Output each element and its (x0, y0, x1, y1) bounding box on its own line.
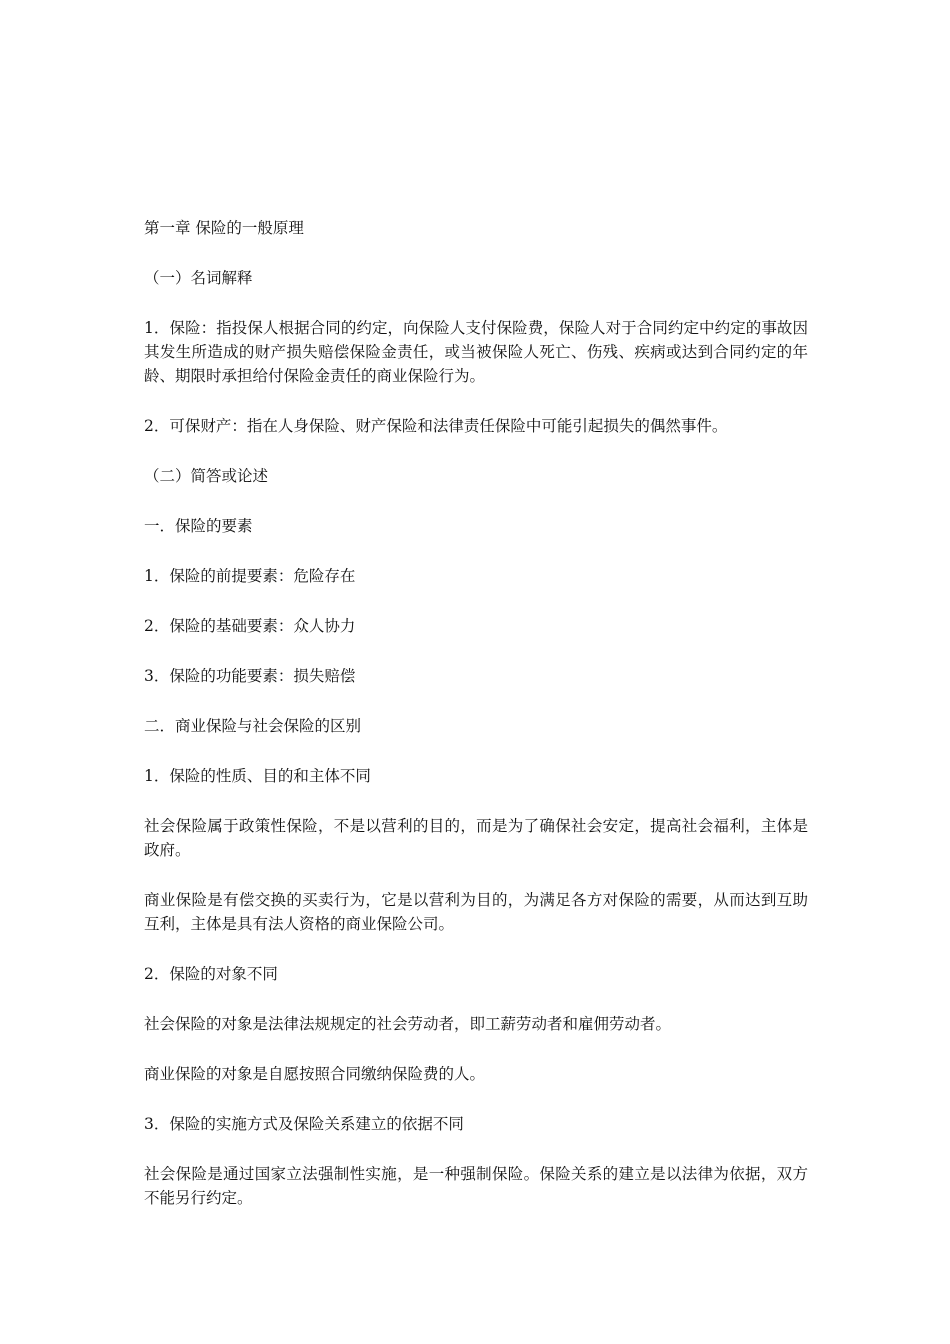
definition-paragraph: 2．可保财产：指在人身保险、财产保险和法律责任保险中可能引起损失的偶然事件。 (144, 417, 728, 435)
subsection-heading: 二．商业保险与社会保险的区别 (144, 717, 362, 735)
document-page (144, 216, 808, 1210)
list-item: 1．保险的前提要素：危险存在 (144, 567, 356, 585)
list-item: 3．保险的实施方式及保险关系建立的依据不同 (144, 1115, 464, 1133)
section-heading: （二）简答或论述 (144, 467, 269, 485)
chapter-title: 第一章 保险的一般原理 (144, 219, 304, 237)
list-item: 2．保险的对象不同 (144, 965, 278, 983)
list-item: 2．保险的基础要素：众人协力 (144, 617, 356, 635)
body-paragraph: 商业保险是有偿交换的买卖行为，它是以营利为目的，为满足各方对保险的需要，从而达到互助互利，主体是具有法人资格的商业保险公司。 (144, 891, 808, 933)
body-paragraph: 社会保险的对象是法律法规规定的社会劳动者，即工薪劳动者和雇佣劳动者。 (144, 1015, 672, 1033)
list-item: 3．保险的功能要素：损失赔偿 (144, 667, 356, 685)
body-paragraph: 社会保险是通过国家立法强制性实施，是一种强制保险。保险关系的建立是以法律为依据，双方不能另行约定。 (144, 1165, 808, 1207)
body-paragraph: 商业保险的对象是自愿按照合同缴纳保险费的人。 (144, 1065, 486, 1083)
section-heading: （一）名词解释 (144, 269, 253, 287)
list-item: 1．保险的性质、目的和主体不同 (144, 767, 371, 785)
subsection-heading: 一．保险的要素 (144, 517, 253, 535)
definition-paragraph: 1．保险：指投保人根据合同的约定，向保险人支付保险费，保险人对于合同约定中约定的事故因其发生所造成的财产损失赔偿保险金责任，或当被保险人死亡、伤残、疾病或达到合同约定的年龄、期限时承担给付保险金责任的商业保险行为。 (144, 319, 808, 385)
body-paragraph: 社会保险属于政策性保险，不是以营利的目的，而是为了确保社会安定，提高社会福利，主体是政府。 (144, 817, 808, 859)
